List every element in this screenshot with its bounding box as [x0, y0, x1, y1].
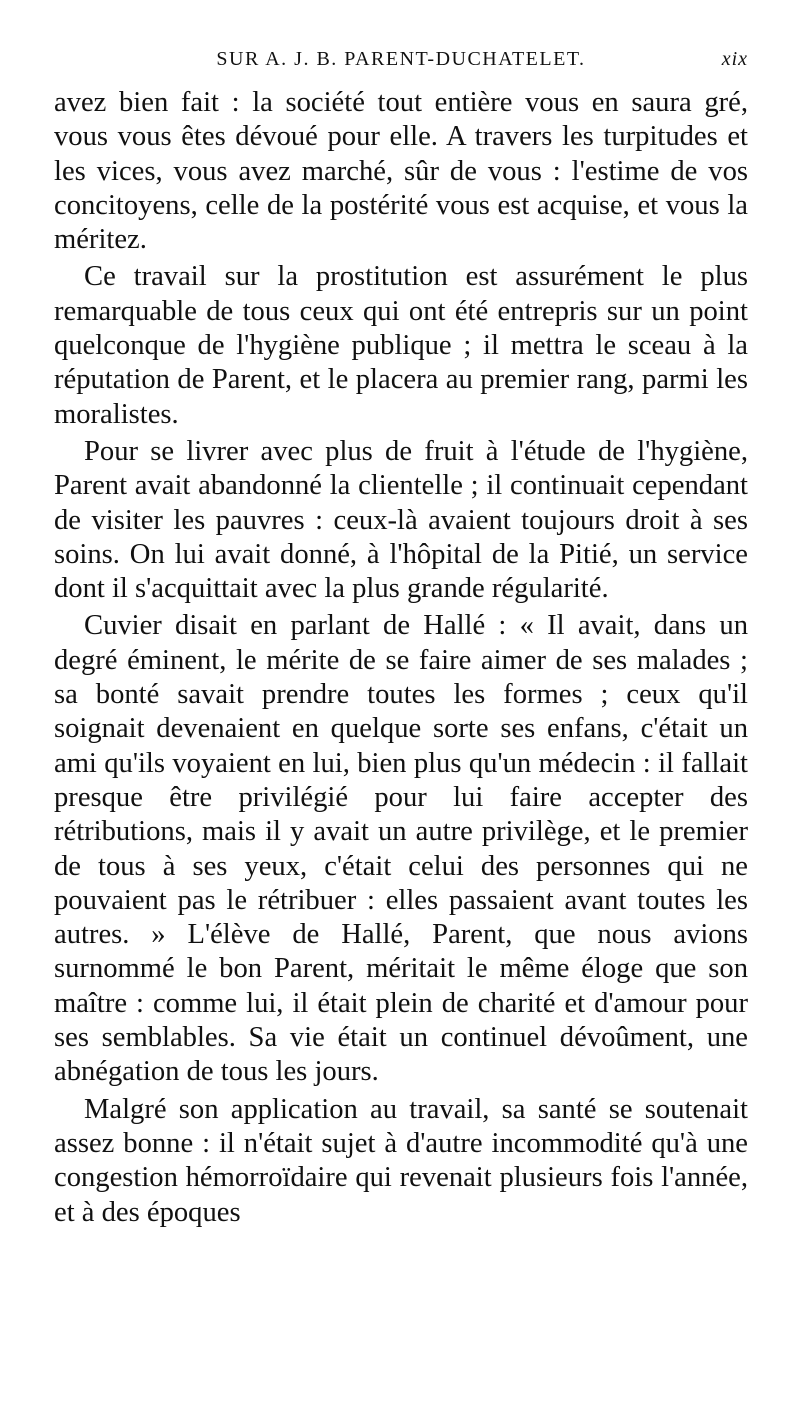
paragraph-3: Pour se livrer avec plus de fruit à l'étude de l'hygiène, Parent avait abandonné la clientelle ; il continuait cependant de visiter les pauvres : ceux-là avaient toujours droit à ses soins. On lui avait donné, à l'hôpital de la Pitié, un service dont il s'acquittait avec la plus grande régularité.	[54, 435, 748, 605]
paragraph-2: Ce travail sur la prostitution est assurément le plus remarquable de tous ceux qui ont été entrepris sur un point quelconque de l'hygiène publique ; il mettra le sceau à la réputation de Parent, et le placera au premier rang, parmi les moralistes.	[54, 261, 748, 430]
page-number: xix	[721, 48, 748, 70]
running-title: SUR A. J. B. PARENT-DUCHATELET.	[216, 48, 586, 70]
paragraph-1: avez bien fait : la société tout entière vous en saura gré, vous vous êtes dévoué pour elle. A travers les turpitudes et les vices, vous avez marché, sûr de vous : l'estime de vos concitoyens, celle de la postérité vous est acquise, et vous la méritez.	[54, 87, 748, 256]
paragraph-5: Malgré son application au travail, sa santé se soutenait assez bonne : il n'était sujet à d'autre incommodité qu'à une congestion hémorroïdaire qui revenait plusieurs fois l'année, et à des époques	[54, 1093, 748, 1228]
body-text	[54, 86, 748, 1230]
page-header	[54, 44, 748, 74]
paragraph-4: Cuvier disait en parlant de Hallé : « Il avait, dans un degré éminent, le mérite de se faire aimer de ses malades ; sa bonté savait prendre toutes les formes ; ceux qu'il soignait devenaient en quelque sorte ses enfans, c'était un ami qu'ils voyaient en lui, bien plus qu'un médecin : il fallait presque être privilégié pour lui faire accepter des rétributions, mais il y avait un autre privilège, et le premier de tous à ses yeux, c'était celui des personnes qui ne pouvaient pas le rétribuer : elles passaient avant toutes les autres. » L'élève de Hallé, Parent, que nous avions surnommé le bon Parent, méritait le même éloge que son maître : comme lui, il était plein de charité et d'amour pour ses semblables. Sa vie était un continuel dévoûment, une abnégation de tous les jours.	[54, 610, 748, 1088]
